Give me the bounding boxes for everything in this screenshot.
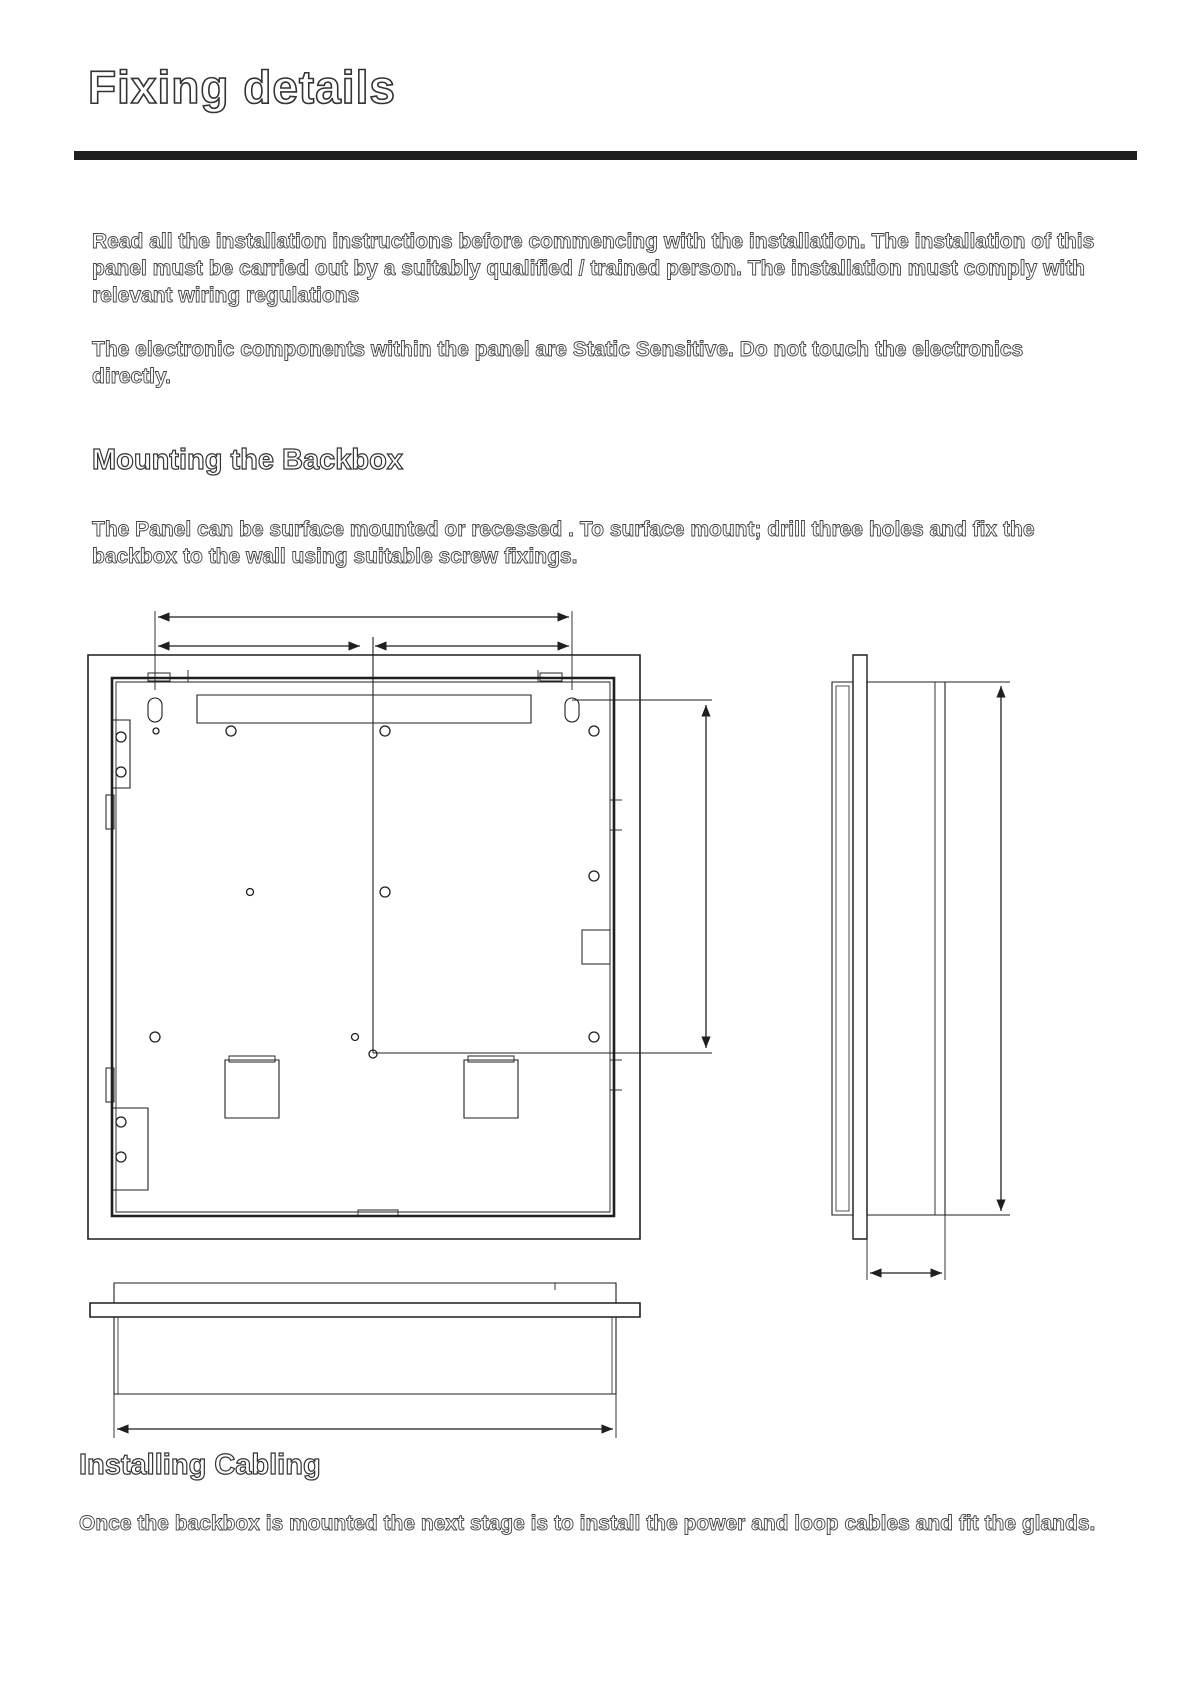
keyhole-slot-left bbox=[148, 698, 162, 722]
top-slot bbox=[197, 695, 531, 723]
static-warning-paragraph: The electronic components within the panel are Static Sensitive. Do not touch the electronics directly. bbox=[92, 338, 1024, 388]
keyhole-slot-right bbox=[565, 698, 579, 722]
mounting-heading: Mounting the Backbox bbox=[92, 444, 403, 476]
page-title: Fixing details bbox=[88, 61, 396, 113]
mounting-paragraph: The Panel can be surface mounted or recessed . To surface mount; drill three holes and fix the backbox to the wall using suitable screw fixings. bbox=[92, 518, 1035, 568]
backbox-drawing bbox=[0, 600, 1190, 1450]
title-rule bbox=[74, 151, 1137, 160]
side-view bbox=[832, 655, 1010, 1280]
bottom-view bbox=[90, 1283, 640, 1438]
cabling-paragraph: Once the backbox is mounted the next stage is to install the power and loop cables and fit the glands. bbox=[79, 1512, 1096, 1535]
front-view bbox=[88, 611, 712, 1239]
intro-paragraph: Read all the installation instructions before commencing with the installation. The installation of this panel must be carried out by a suitably qualified / trained person. The installation must comply with relevant wiring regulations bbox=[92, 230, 1095, 307]
cabling-heading: Installing Cabling bbox=[79, 1449, 321, 1481]
